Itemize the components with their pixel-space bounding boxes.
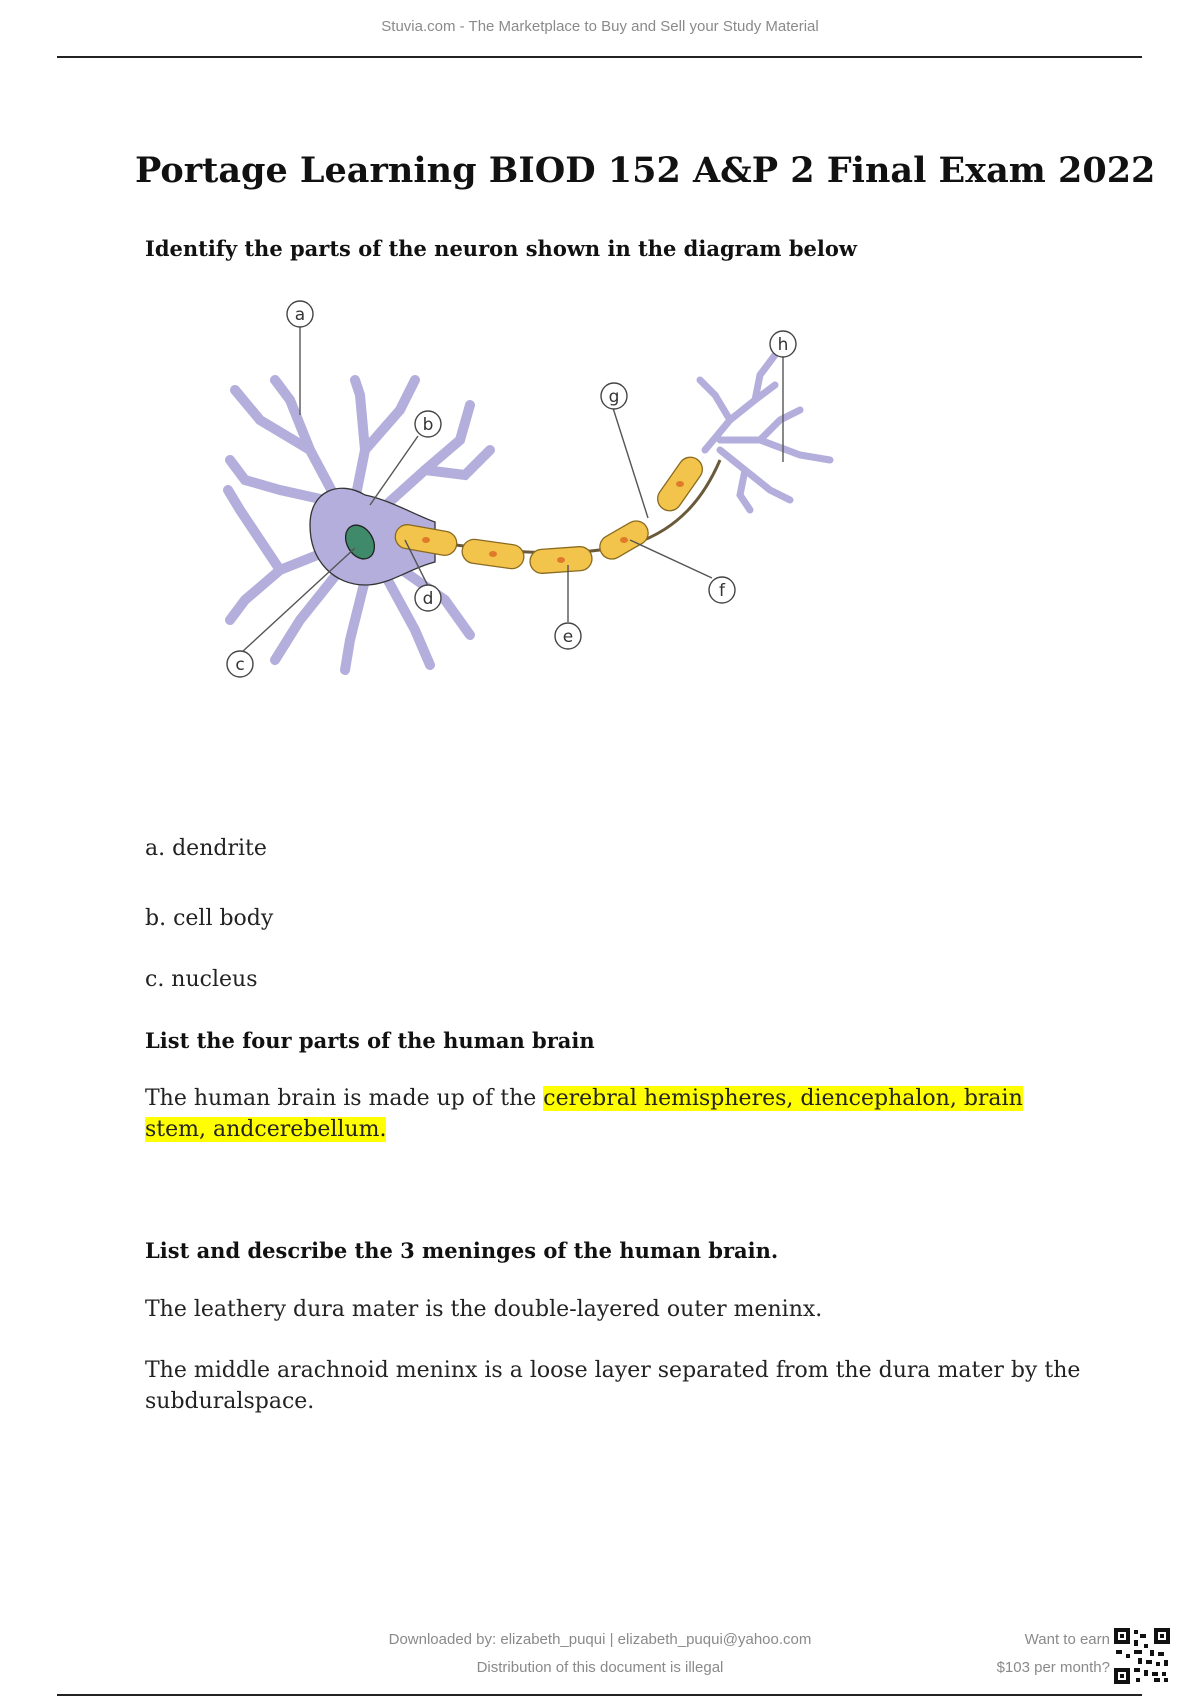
question-meninges: List and describe the 3 meninges of the human brain. xyxy=(145,1238,779,1263)
promo-line-1[interactable]: Want to earn xyxy=(1024,1631,1110,1648)
answer-brain-parts-lead: The human brain is made up of the xyxy=(145,1086,544,1111)
label-c xyxy=(227,651,253,677)
answer-arachnoid-line1: The middle arachnoid meninx is a loose layer separated from the dura mater by the xyxy=(145,1358,1081,1383)
svg-text:d: d xyxy=(422,589,434,609)
highlighted-brain-parts-1: cerebral hemispheres, diencephalon, brain xyxy=(543,1086,1023,1111)
axon-terminals xyxy=(700,355,830,510)
label-e xyxy=(555,623,581,649)
label-d xyxy=(415,585,441,611)
answer-dendrite: a. dendrite xyxy=(145,836,267,861)
diagram-labels xyxy=(227,301,796,677)
answer-arachnoid xyxy=(145,1355,1080,1417)
label-leader-lines xyxy=(242,326,783,652)
svg-text:a: a xyxy=(294,305,306,325)
answer-brain-parts xyxy=(145,1083,1023,1145)
svg-text:e: e xyxy=(562,627,574,647)
svg-text:c: c xyxy=(235,655,245,675)
label-h xyxy=(770,331,796,357)
svg-text:g: g xyxy=(608,387,620,407)
svg-text:b: b xyxy=(422,415,434,435)
footer-rule xyxy=(57,1694,1142,1696)
answer-arachnoid-line2: subduralspace. xyxy=(145,1389,315,1414)
header-rule xyxy=(57,56,1142,58)
highlighted-brain-parts-2: stem, andcerebellum. xyxy=(145,1117,387,1142)
answer-nucleus: c. nucleus xyxy=(145,967,258,992)
neuron-diagram xyxy=(200,300,890,740)
qr-code-icon[interactable] xyxy=(1114,1628,1170,1684)
header-site-line: Stuvia.com - The Marketplace to Buy and Sell your Study Material xyxy=(381,18,819,35)
document-title: Portage Learning BIOD 152 A&P 2 Final Exam 2022 xyxy=(135,150,1156,191)
label-b xyxy=(415,411,441,437)
question-neuron-parts: Identify the parts of the neuron shown in the diagram below xyxy=(145,236,857,261)
footer-distribution-notice: Distribution of this document is illegal xyxy=(476,1659,724,1676)
promo-line-2[interactable]: $103 per month? xyxy=(996,1659,1110,1676)
label-g xyxy=(601,383,627,409)
footer-downloaded-by: Downloaded by: elizabeth_puqui | elizabeth_puqui@yahoo.com xyxy=(388,1631,812,1648)
svg-text:f: f xyxy=(719,581,725,601)
svg-text:h: h xyxy=(777,335,789,355)
answer-dura-mater: The leathery dura mater is the double-layered outer meninx. xyxy=(145,1297,823,1322)
answer-cell-body: b. cell body xyxy=(145,906,274,931)
label-f xyxy=(709,577,735,603)
label-a xyxy=(287,301,313,327)
question-brain-parts: List the four parts of the human brain xyxy=(145,1028,595,1053)
